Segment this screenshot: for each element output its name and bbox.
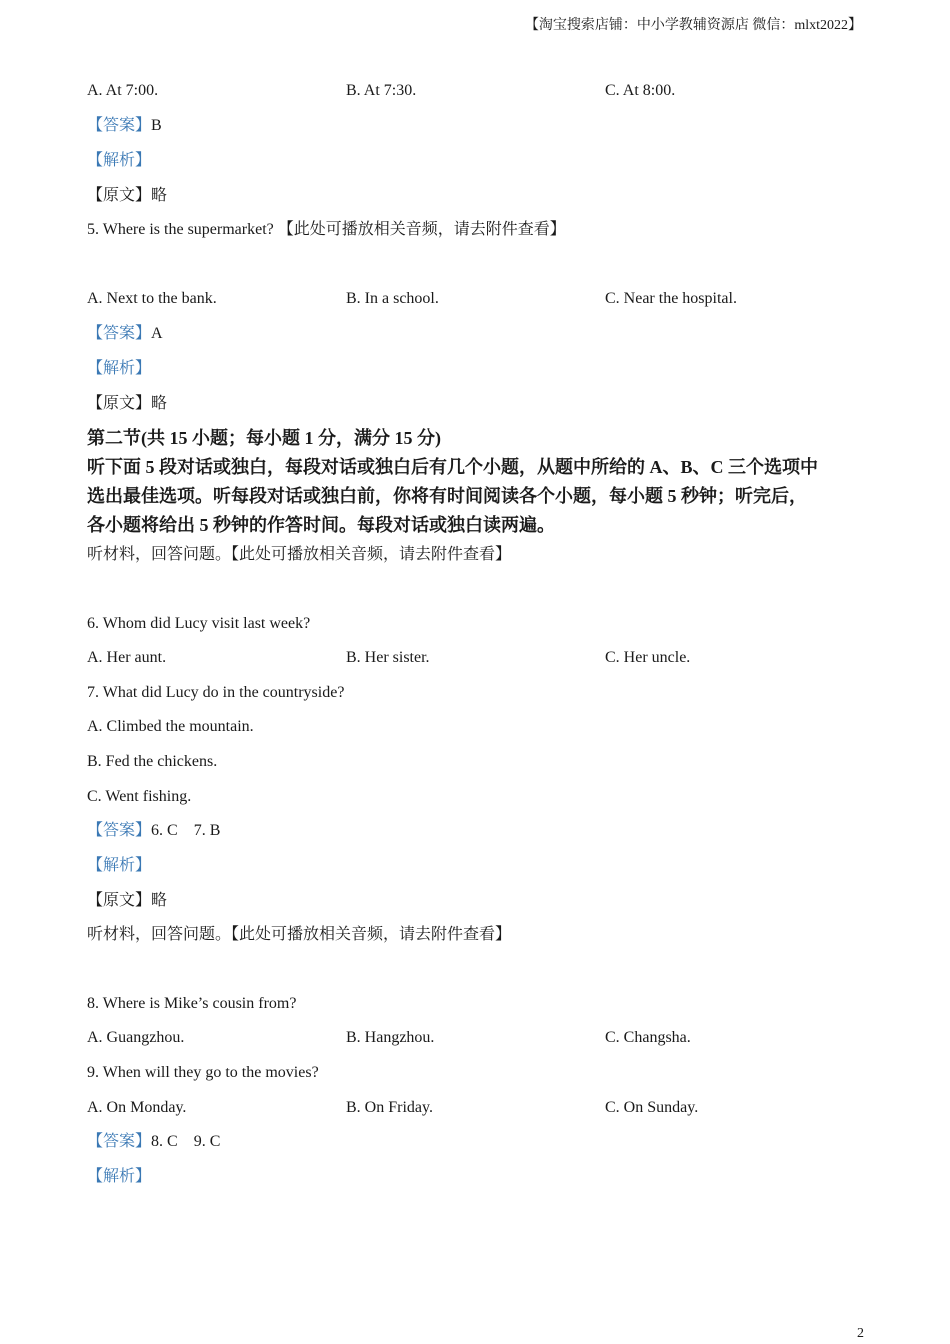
q4-option-b: B. At 7:30. <box>346 82 417 99</box>
answer-label: 【答案】 <box>87 1133 152 1150</box>
q8-option-b: B. Hangzhou. <box>346 1029 435 1046</box>
q9-question: 9. When will they go to the movies? <box>87 1064 319 1081</box>
q4-option-c: C. At 8:00. <box>605 82 676 99</box>
original-omitted: 略 <box>151 395 168 412</box>
listen-prompt-1[interactable]: 听材料，回答问题。【此处可播放相关音频，请去附件查看】 <box>87 546 512 563</box>
original-label: 【原文】 <box>87 892 152 909</box>
q67-analysis-label: 【解析】 <box>87 857 152 874</box>
q7-question: 7. What did Lucy do in the countryside? <box>87 684 345 701</box>
q5-option-b: B. In a school. <box>346 290 439 307</box>
q6-option-b: B. Her sister. <box>346 649 430 666</box>
q5-analysis-label: 【解析】 <box>87 360 152 377</box>
q89-analysis-label: 【解析】 <box>87 1168 152 1185</box>
q8-option-a: A. Guangzhou. <box>87 1029 185 1046</box>
q9-option-c: C. On Sunday. <box>605 1099 699 1116</box>
q7-option-c: C. Went fishing. <box>87 788 192 805</box>
original-omitted: 略 <box>151 187 168 204</box>
page-number: 2 <box>857 1326 864 1341</box>
q5-answer-line <box>87 324 163 344</box>
q89-answers: 8. C 9. C <box>151 1133 221 1150</box>
page-header-watermark: 【淘宝搜索店铺：中小学教辅资源店 微信：mlxt2022】 <box>524 18 862 33</box>
q4-option-a: A. At 7:00. <box>87 82 159 99</box>
q4-analysis-label: 【解析】 <box>87 152 152 169</box>
q89-answer-line <box>87 1132 220 1152</box>
q8-option-c: C. Changsha. <box>605 1029 691 1046</box>
section-2-instruction-line-2: 选出最佳选项。听每段对话或独白前，你将有时间阅读各个小题，每小题 5 秒钟；听完后， <box>87 486 807 506</box>
listen-prompt-2[interactable]: 听材料，回答问题。【此处可播放相关音频，请去附件查看】 <box>87 926 512 943</box>
original-label: 【原文】 <box>87 187 152 204</box>
q8-question: 8. Where is Mike’s cousin from? <box>87 995 297 1012</box>
q5-option-c: C. Near the hospital. <box>605 290 737 307</box>
q9-option-a: A. On Monday. <box>87 1099 187 1116</box>
section-2-title: 第二节(共 15 小题；每小题 1 分，满分 15 分) <box>87 428 441 448</box>
q4-answer: B <box>151 117 162 134</box>
answer-label: 【答案】 <box>87 325 152 342</box>
q5-original-line <box>87 394 167 414</box>
section-2-instruction-line-3: 各小题将给出 5 秒钟的作答时间。每段对话或独白读两遍。 <box>87 515 555 535</box>
q6-option-c: C. Her uncle. <box>605 649 691 666</box>
q67-answers: 6. C 7. B <box>151 822 221 839</box>
section-2-instruction-line-1: 听下面 5 段对话或独白，每段对话或独白后有几个小题，从题中所给的 A、B、C 三个选项中 <box>87 457 818 477</box>
q6-option-a: A. Her aunt. <box>87 649 167 666</box>
original-label: 【原文】 <box>87 395 152 412</box>
q4-original-line <box>87 186 167 206</box>
q5-audio-link[interactable]: 【此处可播放相关音频，请去附件查看】 <box>277 221 566 238</box>
q5-question-line <box>87 220 566 240</box>
q7-option-a: A. Climbed the mountain. <box>87 718 254 735</box>
q9-option-b: B. On Friday. <box>346 1099 433 1116</box>
q5-answer: A <box>151 325 163 342</box>
q7-option-b: B. Fed the chickens. <box>87 753 218 770</box>
q4-answer-line <box>87 116 162 136</box>
original-omitted: 略 <box>151 892 168 909</box>
q67-answer-line <box>87 821 220 841</box>
q67-original-line <box>87 891 167 911</box>
answer-label: 【答案】 <box>87 822 152 839</box>
q5-question: 5. Where is the supermarket? <box>87 221 274 238</box>
answer-label: 【答案】 <box>87 117 152 134</box>
q6-question: 6. Whom did Lucy visit last week? <box>87 615 311 632</box>
q5-option-a: A. Next to the bank. <box>87 290 217 307</box>
